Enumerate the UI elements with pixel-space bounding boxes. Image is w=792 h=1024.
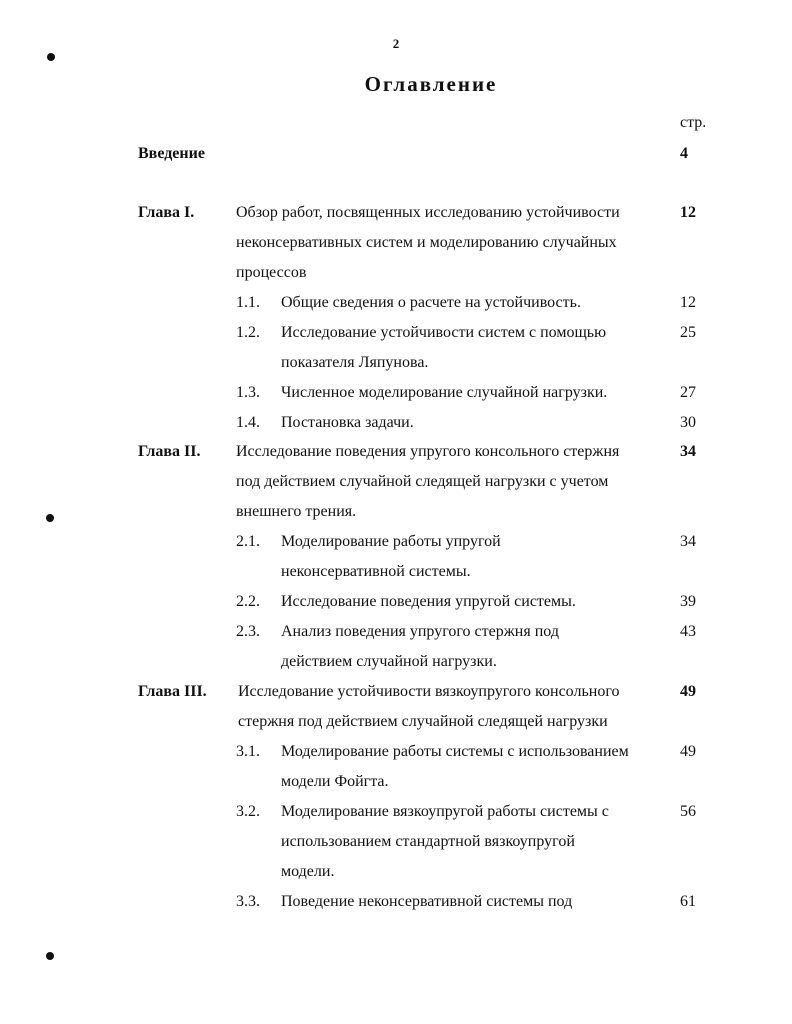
section-page: 27 xyxy=(680,384,696,401)
chapter-2-label: Глава II. xyxy=(138,443,201,460)
section-title-line: Общие сведения о расчете на устойчивость. xyxy=(281,294,581,311)
chapter-3-title-line: Исследование устойчивости вязкоупругого консольного xyxy=(238,683,620,700)
section-number: 1.4. xyxy=(236,414,260,431)
section-page: 43 xyxy=(680,623,696,640)
section-title-line: действием случайной нагрузки. xyxy=(281,653,497,670)
chapter-3-page: 49 xyxy=(680,683,696,700)
section-number: 3.1. xyxy=(236,743,260,760)
chapter-3-title-line: стержня под действием случайной следящей нагрузки xyxy=(238,713,608,730)
section-number: 3.3. xyxy=(236,893,260,910)
intro-page: 4 xyxy=(680,145,688,162)
section-number: 2.2. xyxy=(236,593,260,610)
pages-column-header: стр. xyxy=(680,114,707,131)
section-title-line: использованием стандартной вязкоупругой xyxy=(281,833,575,850)
section-number: 2.1. xyxy=(236,533,260,550)
section-title-line: Моделирование работы системы с использованием xyxy=(281,743,629,760)
section-title-line: показателя Ляпунова. xyxy=(281,354,429,371)
section-title-line: Поведение неконсервативной системы под xyxy=(281,893,573,910)
intro-label: Введение xyxy=(138,145,205,162)
section-title-line: Численное моделирование случайной нагрузки. xyxy=(281,384,608,401)
section-title-line: Постановка задачи. xyxy=(281,414,414,431)
section-page: 12 xyxy=(680,294,696,311)
page-title: Оглавление xyxy=(364,72,498,96)
section-page: 61 xyxy=(680,893,696,910)
section-title-line: неконсервативной системы. xyxy=(281,563,471,580)
chapter-1-title-line: неконсервативных систем и моделированию случайных xyxy=(236,234,617,251)
scan-dot-bottom xyxy=(46,952,54,960)
chapter-2-title-line: под действием случайной следящей нагрузки с учетом xyxy=(236,473,609,490)
section-page: 39 xyxy=(680,593,696,610)
section-number: 1.2. xyxy=(236,324,260,341)
page-number: 2 xyxy=(392,36,400,51)
scan-dot-middle xyxy=(46,514,54,522)
section-title-line: Моделирование работы упругой xyxy=(281,533,501,550)
section-page: 56 xyxy=(680,803,696,820)
chapter-1-title-line: Обзор работ, посвященных исследованию устойчивости xyxy=(236,204,620,221)
chapter-3-label: Глава III. xyxy=(138,683,207,700)
section-number: 1.1. xyxy=(236,294,260,311)
section-page: 30 xyxy=(680,414,696,431)
section-page: 25 xyxy=(680,324,696,341)
section-number: 2.3. xyxy=(236,623,260,640)
chapter-1-title-line: процессов xyxy=(236,264,307,281)
chapter-2-page: 34 xyxy=(680,443,696,460)
section-title-line: Исследование поведения упругой системы. xyxy=(281,593,576,610)
section-title-line: модели. xyxy=(281,863,335,880)
section-page: 49 xyxy=(680,743,696,760)
chapter-1-label: Глава I. xyxy=(138,204,195,221)
section-title-line: Исследование устойчивости систем с помощью xyxy=(281,324,607,341)
section-number: 3.2. xyxy=(236,803,260,820)
chapter-2-title-line: Исследование поведения упругого консольного стержня xyxy=(236,443,620,460)
chapter-2-title-line: внешнего трения. xyxy=(236,503,357,520)
section-title-line: Моделирование вязкоупругой работы системы с xyxy=(281,803,609,820)
scan-dot-top xyxy=(47,53,55,61)
section-title-line: Анализ поведения упругого стержня под xyxy=(281,623,559,640)
chapter-1-page: 12 xyxy=(680,204,696,221)
section-title-line: модели Фойгта. xyxy=(281,773,389,790)
section-page: 34 xyxy=(680,533,696,550)
section-number: 1.3. xyxy=(236,384,260,401)
